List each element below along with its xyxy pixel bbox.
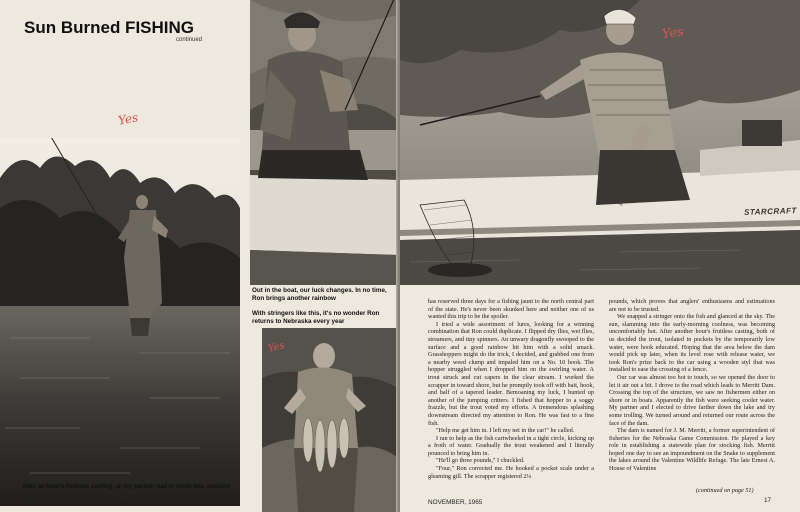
paragraph: "Four," Ron corrected me. He hooked a pocket scale under a gleaming gill. The scrapper registered 2¼ bbox=[428, 465, 594, 480]
stringer-photo bbox=[262, 328, 398, 512]
boat-photo-left-half bbox=[250, 0, 398, 285]
paragraph: The dam is named for J. M. Merritt, a former superintendent of fisheries for the Nebraska Game Commission. He played a key role in establishing a statewide plan for stocking fish. Merritt hoped one day to see an impoundment on the Snake to supplement the lakes around the Valentine Wildlife Refuge. The late Ernest A. House of Valentine bbox=[609, 427, 775, 473]
paragraph: Our car was almost too hot to touch, so we opened the door to let it air out a bit. I drove to the road which leads to Merritt Dam. Crossing the top of the structure, we saw no fishermen either on shore or in boats. Apparently the fish were seeking cooler water. My partner and I elected to drive farther down the lake and try some trolling. We turned around and returned our route across the face of the dam. bbox=[609, 373, 775, 427]
paragraph: has reserved three days for a fishing jaunt to the north central part of the state. He's never been skunked here and neither one of us wanted this trip to be the spoiler. bbox=[428, 298, 594, 321]
paragraph: I ran to help as the fish cartwheeled in a tight circle, kicking up a froth of water. Gradually the trout weakened and I literally pounced to bring him in. bbox=[428, 434, 594, 457]
article-column-1 bbox=[428, 298, 594, 480]
article-title: Sun Burned FISHING bbox=[24, 18, 194, 37]
paragraph: "Help me get him in. I left my net in the car!" he called. bbox=[436, 427, 575, 435]
handwritten-yes-right: Yes bbox=[661, 24, 685, 43]
paragraph: "He'll go three pounds," I chuckled. bbox=[436, 457, 525, 465]
paragraph: I tried a wide assortment of lures, looking for a winning combination that Ron could duplicate. I flipped dry flies, wet flies, streamers, and tiny spinners. An unwary dragonfly swooped to the surface and a good rainbow hit him with a solid smack. Grasshoppers might do the trick, I decided, and grabbed one from a nearby weed clump and impaled him on a No. 10 hook. The hopper struggled when I dropped him on the swirling water. A trout struck and cut capers in the clear stream. I worked the scrapper in toward shore, but he promptly took off with bait, hook, and half of a tapered leader. Bemoaning my luck, I hunted up another of the jumping critters. I fished that hopper to a soggy frazzle, but the trout voted my efforts. A tremendous splashing downstream directed my attention to Ron. He was fast to a fine fish. bbox=[428, 320, 594, 427]
issue-date: NOVEMBER, 1965 bbox=[428, 499, 483, 506]
continued-on-page: (continued on page 51) bbox=[696, 487, 754, 494]
boat-photo-right-half bbox=[400, 0, 800, 285]
left-photo-caption: After an hour's fruitless casting, all my partner had to show was sunburn bbox=[22, 484, 231, 490]
boat-lettering: STARCRAFT bbox=[743, 206, 797, 217]
left-page bbox=[0, 0, 398, 512]
wading-angler-photo bbox=[0, 138, 240, 506]
paragraph: We snapped a stringer onto the fish and glanced at the sky. The sun, slamming into the early-morning coolness, was becoming uncomfortably hot. After another hour's fruitless casting, both of us decided the trout, isolated in pockets by the temporarily low water, were hook educated. Hoping that the area below the dam would pick up later, when its level rose with release water, we took Ron's prize back to the car using a wooden styl that was installed to ease the crossing of a fence. bbox=[609, 313, 775, 374]
boat-photo-caption: Out in the boat, our luck changes. In no time, Ron brings another rainbow bbox=[252, 287, 387, 303]
continued-label: continued bbox=[176, 37, 203, 43]
stringer-photo-caption: With stringers like this, it's no wonder Ron returns to Nebraska every year bbox=[252, 310, 380, 326]
page-number-left: 16 bbox=[24, 497, 32, 504]
page-number-right: 17 bbox=[764, 497, 772, 504]
article-column-2 bbox=[609, 298, 775, 473]
handwritten-yes-left: Yes bbox=[116, 110, 140, 128]
handwritten-yes-small-photo: Yes bbox=[266, 340, 286, 355]
paragraph: pounds, which proves that anglers' enthusiasms and estimations are not to be trusted. bbox=[609, 298, 775, 313]
right-page bbox=[400, 0, 800, 512]
